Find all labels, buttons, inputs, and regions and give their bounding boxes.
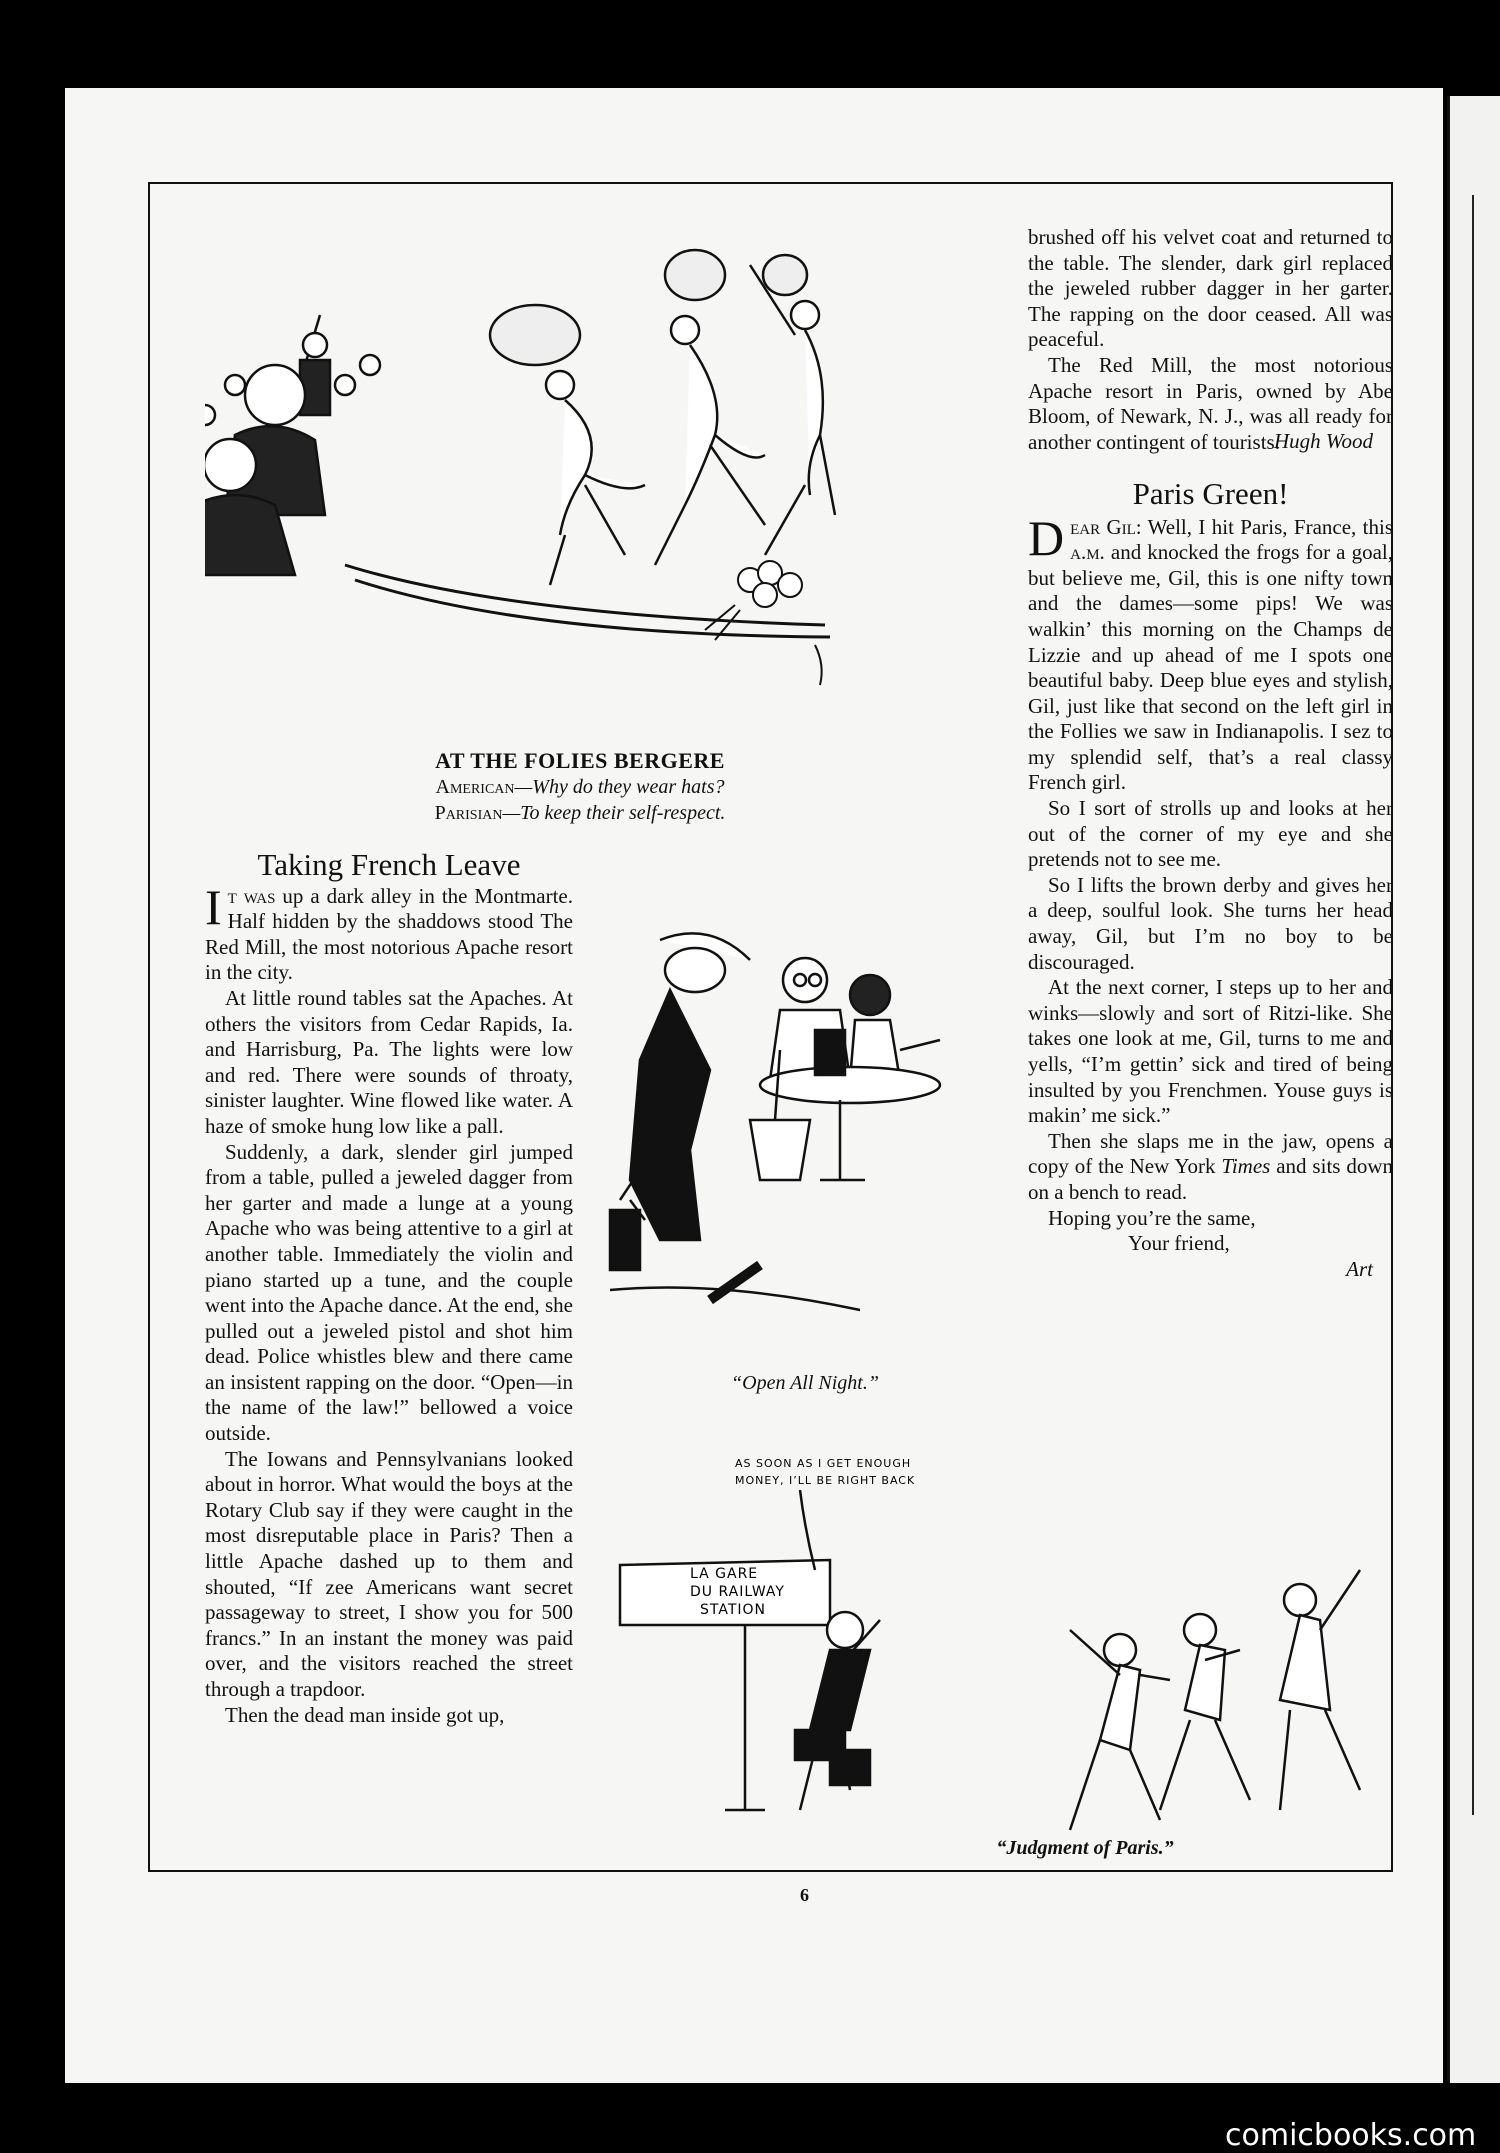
article-continuation [1028,225,1393,1282]
drop-cap: I [205,878,222,935]
article-paragraph: At the next corner, I steps up to her and winks—slowly and sort of Ritzi-like. She takes one look at me, Gil, turns to me and yells, “I’m gettin’ sick and tired of being insulted by you Frenchmen. Youse guys is makin’ me sick.” [1028,975,1393,1128]
caption-text: “Judgment of Paris.” [996,1837,1174,1859]
article-paragraph: Suddenly, a dark, slender girl jumped from a table, pulled a jeweled dagger from her garter and made a lunge at a young Apache who was being attentive to a girl at another table. Immediately the violin and piano started up a tune, and the couple went into the Apache dance. At the end, she pulled out a jeweled pistol and shot him dead. Police whistles blew and there came an insistent rapping on the door. “Open—in the name of the law!” bellowed a voice outside. [205,1139,573,1446]
facing-page-rule [1472,195,1474,1815]
am-abbrev: a.m. [1070,540,1105,565]
closing-line: Your friend, [1128,1231,1230,1256]
speaker-parisian: Parisian [434,802,503,824]
article-paragraph: At little round tables sat the Apaches. At others the visitors from Cedar Rapids, Ia. and Harrisburg, Pa. The lights were low and red. There were sounds of throaty, sinister laughter. Wine flowed like water. A haze of smoke hung low like a pall. [205,985,573,1138]
speech-line: AS SOON AS I GET ENOUGH [735,1457,912,1470]
open-all-night-cartoon [600,880,1010,1390]
parisian-line: —To keep their self-respect. [502,802,726,824]
folies-caption-title: AT THE FOLIES BERGERE [435,748,725,773]
drop-cap: D [1028,509,1065,566]
article-taking-french-leave [205,847,573,1728]
speaker-american: American [435,776,515,798]
sign-line: DU RAILWAY [690,1584,785,1600]
speech-line: MONEY, I’LL BE RIGHT BACK [735,1474,916,1487]
article-title: Paris Green! [1132,475,1289,511]
article-title: Taking French Leave [257,847,521,882]
article-paragraph: So I lifts the brown derby and gives her a deep, soulful look. She turns her head away, Gil, but I’m no boy to be discouraged. [1028,872,1393,974]
article-paragraph: Then the dead man inside got up, [225,1702,505,1727]
american-line: —Why do they wear hats? [514,776,725,798]
folies-bergere-cartoon [205,235,845,745]
judgment-caption [935,1835,1235,1861]
article-paragraph: The Red Mill, the most notorious Apache resort in Paris, owned by Abe Bloom, of Newark, N. J., was all ready for another contingent of tourists. [1028,352,1393,454]
article-paragraph: So I sort of strolls up and looks at her out of the corner of my eye and she pretends not to see me. [1028,796,1393,872]
caption-text: “Open All Night.” [731,1372,879,1394]
open-all-night-caption [670,1370,940,1396]
article-paragraph: The Iowans and Pennsylvanians looked about in horror. What would the boys at the Rotary Club say if they were caught in the most disreputable place in Paris? Then a little Apache dashed up to them and shouted, “If zee Americans want secret passageway to street, I show you for 500 francs.” In an instant the money was paid over, and the visitors reached the street through a trapdoor. [205,1446,573,1701]
paragraph-text: and knocked the frogs for a goal, but believe me, Gil, this is one nifty town and the dames—some pips! We was walkin’ this morning on the Champs de Lizzie and up ahead of me I spots one beautiful baby. Deep blue eyes and stylish, Gil, just like that second on the left girl in the Follies we saw in Indianapolis. I sez to my splendid self, that’s a real classy French girl. [1028,540,1393,795]
site-watermark: comicbooks.com [1225,2118,1477,2153]
closing-line: Hoping you’re the same, [1048,1205,1256,1230]
newspaper-name: Times [1221,1154,1271,1179]
paragraph-text: up a dark alley in the Montmarte. Half hidden by the shaddows stood The Red Mill, the most notorious Apache resort in the city. [205,883,573,985]
sign-line: LA GARE [690,1566,759,1582]
article-paragraph [205,878,573,986]
judgment-of-paris-cartoon [600,1450,1390,1870]
paragraph-text: Then she slaps me in the jaw, opens a copy of the New York [1028,1128,1393,1179]
page-number: 6 [800,1885,809,1905]
sign-line: STATION [700,1602,767,1618]
folies-caption-line2 [370,800,790,826]
article-author: Hugh Wood [1274,429,1373,454]
paragraph-text: and sits down on a bench to read. [1028,1154,1393,1204]
folies-caption-line1 [370,774,790,800]
paragraph-text: Well, I hit Paris, France, this [1141,514,1393,539]
speech-balloon-text [735,1457,995,1487]
lead-in: ear Gil: [1070,514,1142,539]
article-paragraph [1028,509,1393,797]
article-author: Art [1346,1256,1373,1281]
station-sign [690,1565,820,1619]
lead-in: t was [227,883,276,908]
folies-caption [370,748,790,826]
article-paragraph [1028,1129,1393,1206]
article-paragraph: brushed off his velvet coat and returned to the table. The slender, dark girl replaced the jeweled rubber dagger in her garter. The rapping on the door ceased. All was peaceful. [1028,225,1393,352]
